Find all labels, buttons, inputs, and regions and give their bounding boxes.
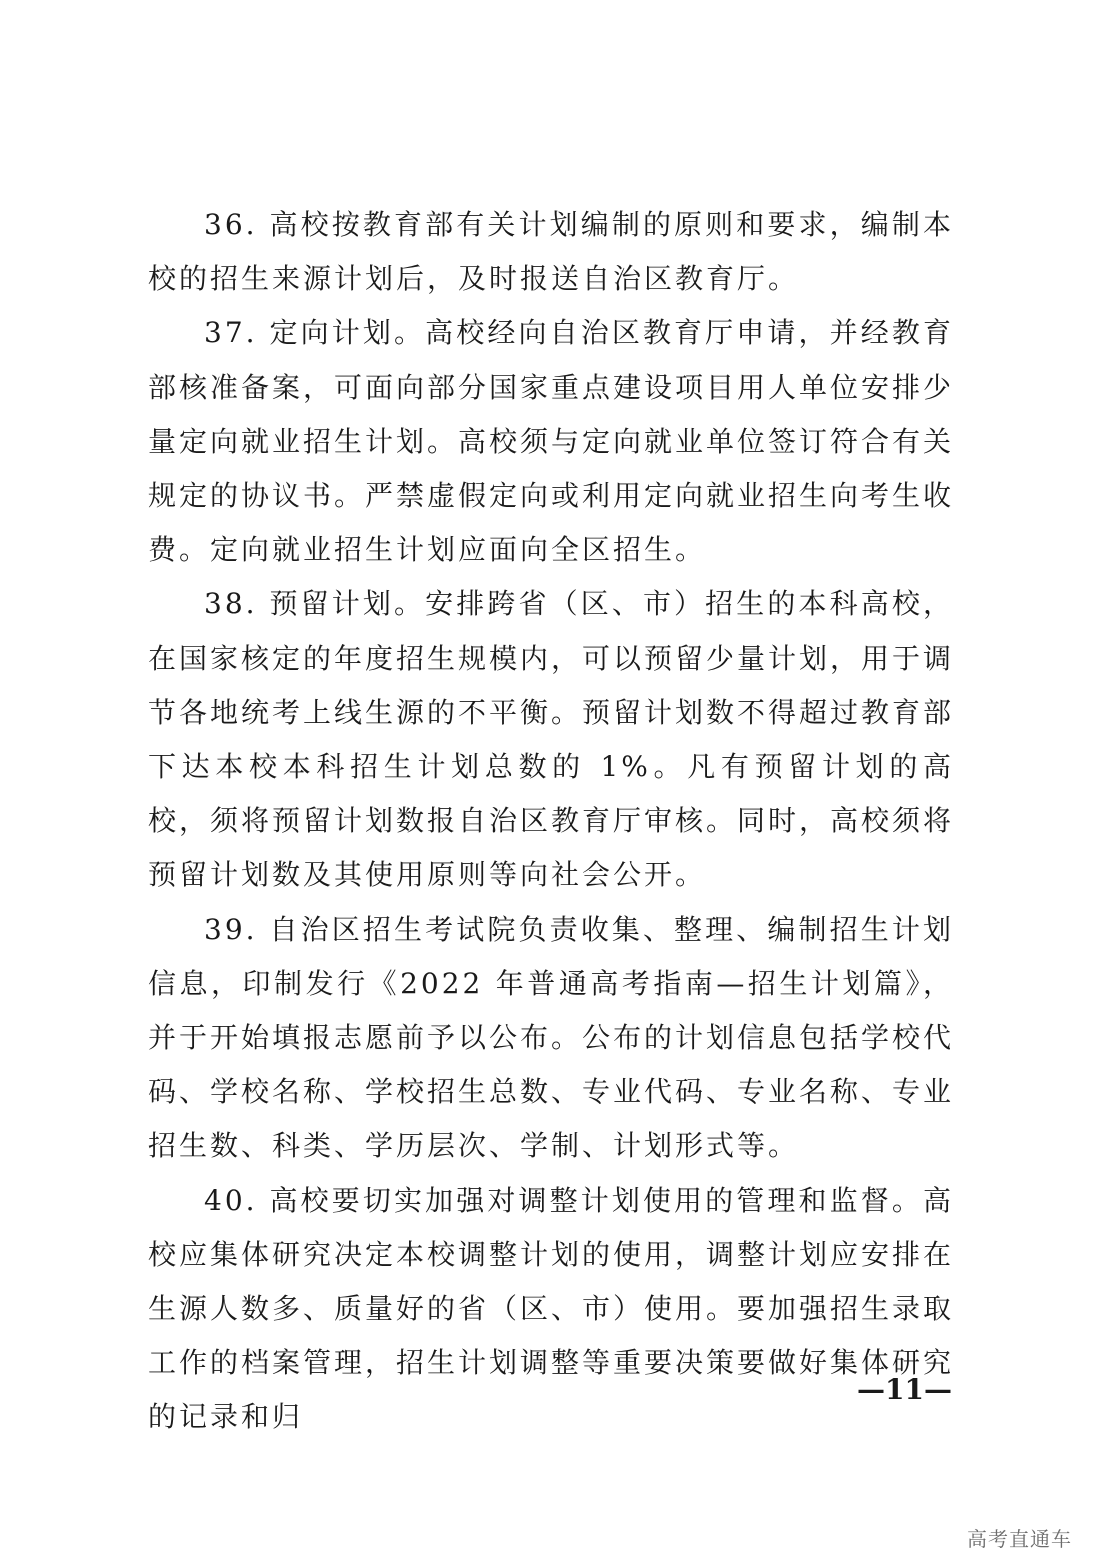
paragraph-39: 39. 自治区招生考试院负责收集、整理、编制招生计划信息，印制发行《2022 年普通高考指南—招生计划篇》，并于开始填报志愿前予以公布。公布的计划信息包括学校代码、学校名称、学校招生总数、专业代码、专业名称、专业招生数、科类、学历层次、学制、计划形式等。 [148,912,955,1163]
paragraph-40: 40. 高校要切实加强对调整计划使用的管理和监督。高校应集体研究决定本校调整计划的使用，调整计划应安排在生源人数多、质量好的省（区、市）使用。要加强招生录取工作的档案管理，招生计划调整等重要决策要做好集体研究的记录和归 [148,1183,955,1434]
paragraph-36: 36. 高校按教育部有关计划编制的原则和要求，编制本校的招生来源计划后，及时报送自治区教育厅。 [148,208,954,296]
paragraph-37: 37. 定向计划。高校经向自治区教育厅申请，并经教育部核准备案，可面向部分国家重点建设项目用人单位安排少量定向就业招生计划。高校须与定向就业单位签订符合有关规定的协议书。严禁虚假定向或利用定向就业招生向考生收费。定向就业招生计划应面向全区招生。 [148,316,955,567]
page-number: —11— [857,1373,952,1406]
paragraph-38: 38. 预留计划。安排跨省（区、市）招生的本科高校，在国家核定的年度招生规模内，可以预留少量计划，用于调节各地统考上线生源的不平衡。预留计划数不得超过教育部下达本校本科招生计划总数的 1%。凡有预留计划的高校，须将预留计划数报自治区教育厅审核。同时，高校须将预留计划数及其使用原则等向社会公开。 [148,587,955,892]
document-body [148,198,954,1445]
watermark-text: 高考直通车 [967,1527,1072,1551]
